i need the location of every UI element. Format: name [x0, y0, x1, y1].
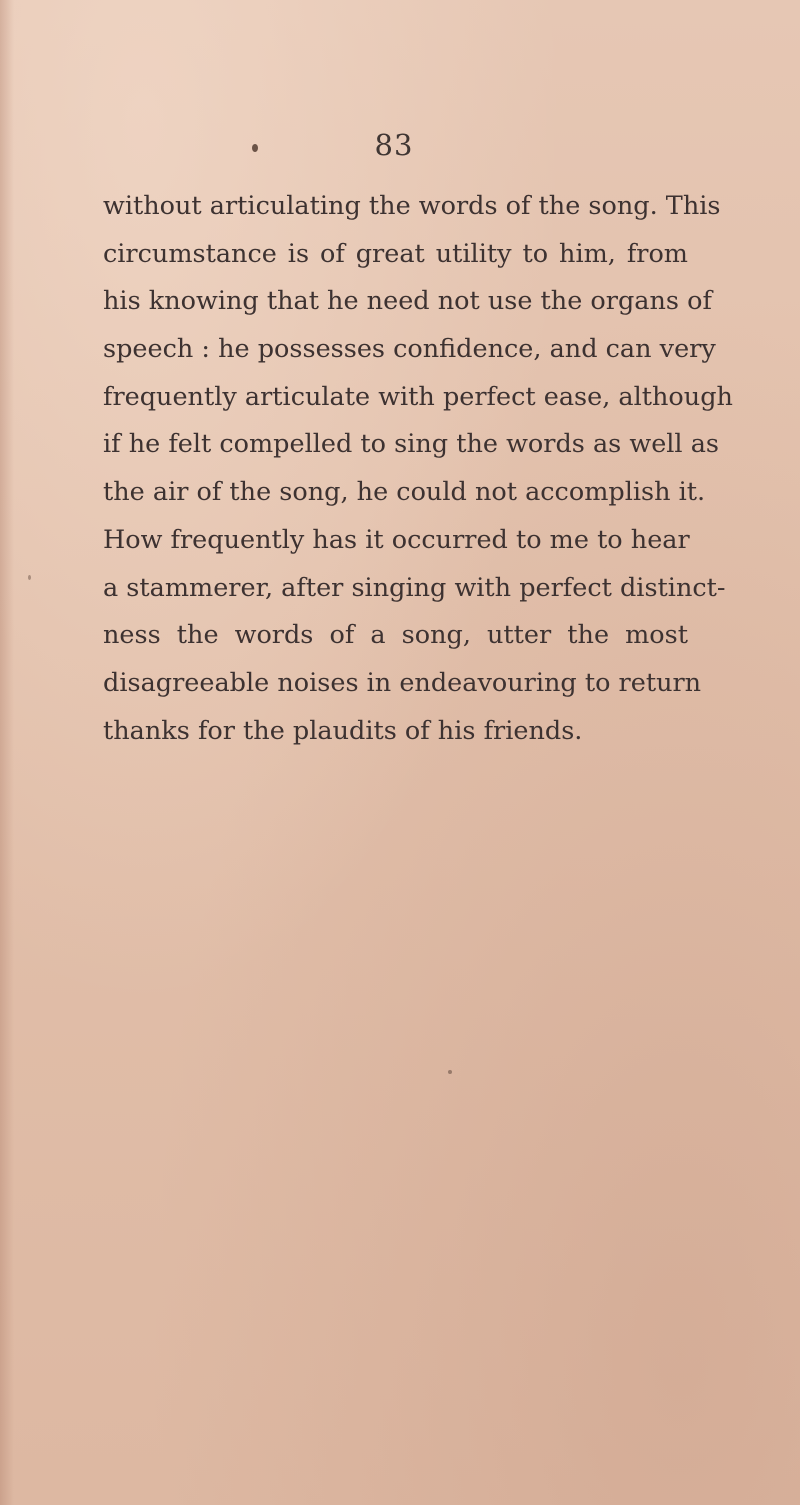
text-line: if he felt compelled to sing the words as well as: [103, 429, 719, 460]
text-line: disagreeable noises in endeavouring to return: [103, 667, 702, 698]
text-line: without articulating the words of the song. This: [103, 191, 721, 221]
text-line: a stammerer, after singing with perfect distinct-: [103, 572, 726, 603]
body-paragraph: [103, 183, 733, 755]
text-line: thanks for the plaudits of his friends.: [103, 715, 583, 746]
ink-speck: [28, 575, 31, 580]
page-edge-shadow: [0, 0, 14, 1505]
text-line: speech : he possesses confidence, and can very: [103, 334, 716, 365]
text-line: How frequently has it occurred to me to hear: [103, 524, 690, 555]
text-line: frequently articulate with perfect ease, although: [103, 381, 733, 412]
text-line: ness the words of a song, utter the most: [103, 620, 688, 651]
text-line: the air of the song, he could not accomplish it.: [103, 477, 706, 508]
ink-speck: [252, 144, 258, 152]
text-line: his knowing that he need not use the organs of: [103, 286, 712, 317]
page-number: 83: [374, 128, 414, 162]
ink-speck: [448, 1070, 452, 1074]
text-line: circumstance is of great utility to him, from: [103, 238, 688, 269]
